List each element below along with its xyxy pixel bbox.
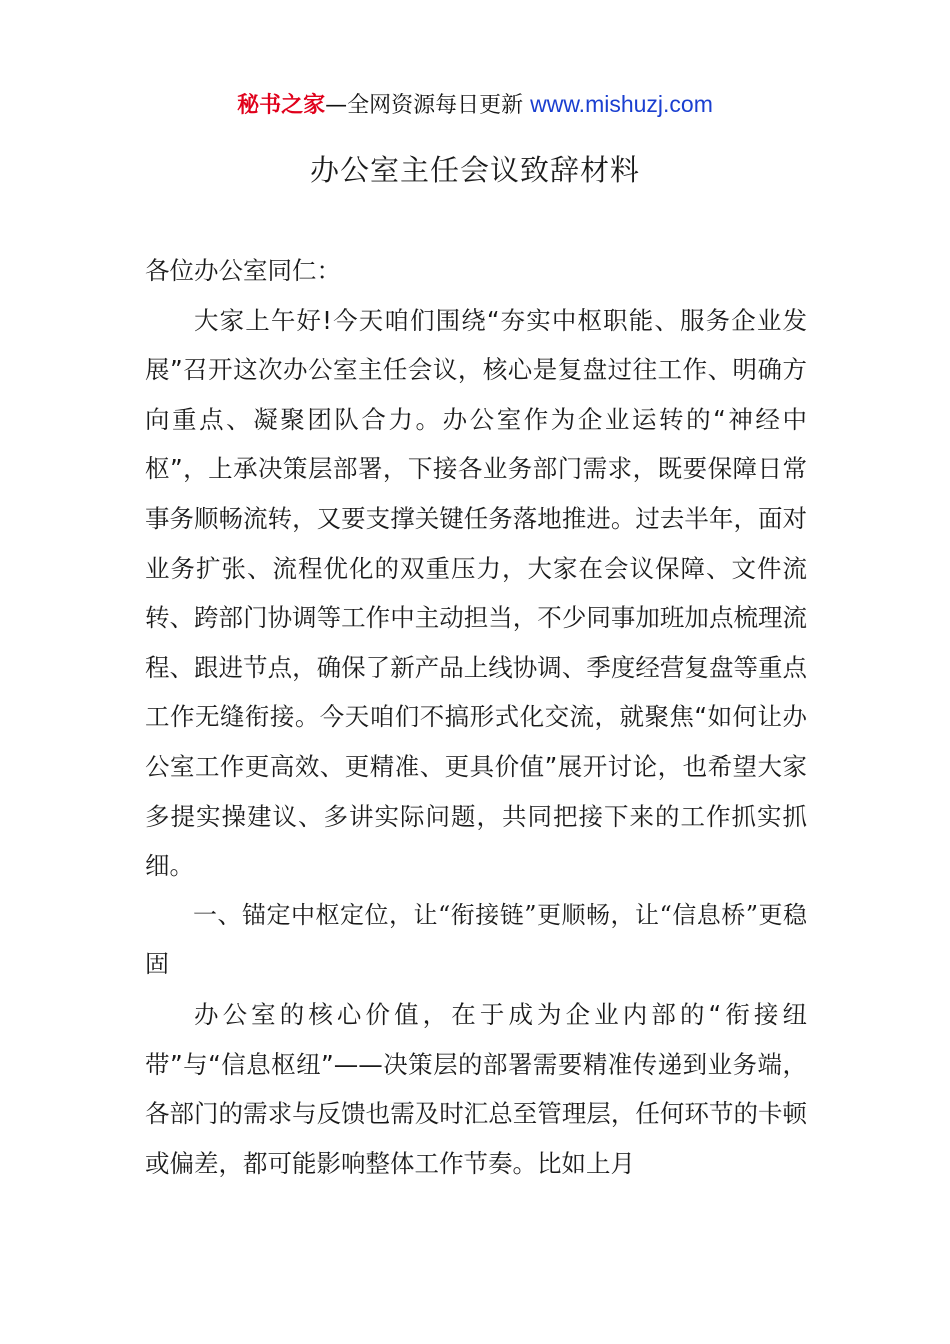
paragraph-1: 大家上午好!今天咱们围绕“夯实中枢职能、服务企业发展”召开这次办公室主任会议，核心是复盘过往工作、明确方向重点、凝聚团队合力。办公室作为企业运转的“神经中枢”，上承决策层部署，下接各业务部门需求，既要保障日常事务顺畅流转，又要支撑关键任务落地推进。过去半年，面对业务扩张、流程优化的双重压力，大家在会议保障、文件流转、跨部门协调等工作中主动担当，不少同事加班加点梳理流程、跟进节点，确保了新产品上线协调、季度经营复盘等重点工作无缝衔接。今天咱们不搞形式化交流，就聚焦“如何让办公室工作更高效、更精准、更具价值”展开讨论，也希望大家多提实操建议、多讲实际问题，共同把接下来的工作抓实抓细。 [145, 305, 807, 881]
site-header [0, 88, 950, 122]
paragraph-2: 办公室的核心价值，在于成为企业内部的“衔接纽带”与“信息枢纽”——决策层的部署需要精准传递到业务端，各部门的需求与反馈也需及时汇总至管理层，任何环节的卡顿或偏差，都可能影响整体工作节奏。比如上月 [145, 999, 807, 1178]
header-tagline: —全网资源每日更新 [325, 93, 531, 118]
section-1-heading: 一、锚定中枢定位，让“衔接链”更顺畅，让“信息桥”更稳固 [145, 900, 807, 979]
site-url-link[interactable]: www.mishuzj.com [530, 91, 713, 117]
document-body [145, 246, 807, 1188]
salutation: 各位办公室同仁： [145, 256, 341, 285]
document-title: 办公室主任会议致辞材料 [309, 153, 640, 187]
brand-name: 秘书之家 [237, 93, 326, 118]
